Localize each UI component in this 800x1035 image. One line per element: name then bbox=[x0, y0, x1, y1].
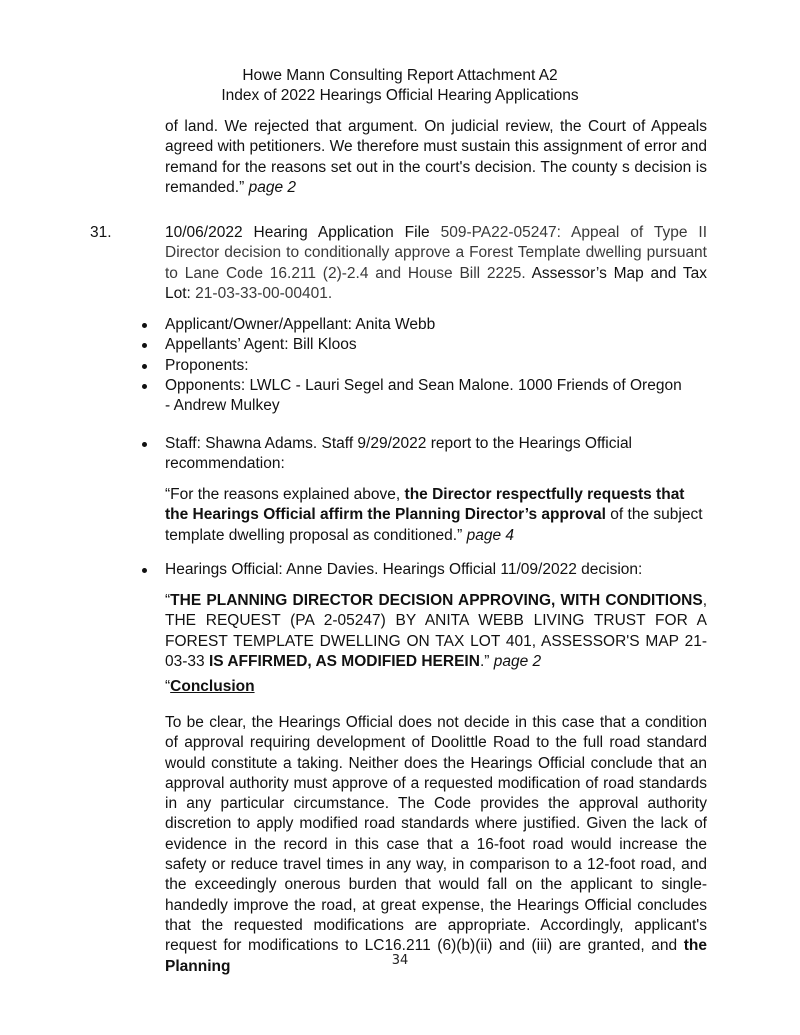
bullet-icon bbox=[142, 442, 147, 447]
continuation-text: of land. We rejected that argument. On judicial review, the Court of Appeals agreed with petitioners. We therefore must sustain this assignment of error and remand for the reasons set out in the court's decision. The county s decision is remanded.” bbox=[165, 118, 707, 196]
item-date: 10/06/2022 Hearing Application File bbox=[165, 224, 441, 241]
bullet-icon bbox=[142, 568, 147, 573]
conclusion-bold-tail: the Planning bbox=[165, 937, 707, 975]
list-item bbox=[140, 560, 710, 580]
open-quote: “ bbox=[165, 592, 171, 609]
bullet-icon bbox=[142, 343, 147, 348]
list-item bbox=[140, 335, 710, 355]
party-applicant: Applicant/Owner/Appellant: Anita Webb bbox=[165, 316, 436, 333]
staff-quote-start: “For the reasons explained above, bbox=[165, 486, 405, 503]
decision-quote bbox=[165, 591, 707, 672]
hearings-official-intro: Hearings Official: Anne Davies. Hearings Official 11/09/2022 decision: bbox=[165, 561, 643, 578]
list-item bbox=[140, 356, 710, 376]
item-number: 31. bbox=[90, 224, 112, 241]
parties-list bbox=[140, 315, 710, 416]
item-map-value: 21-03-33-00-00401. bbox=[195, 284, 333, 302]
staff-intro: Staff: Shawna Adams. Staff 9/29/2022 report to the Hearings Official recommendation: bbox=[165, 435, 633, 473]
list-item bbox=[140, 376, 710, 417]
item-map-label: Assessor’s Map and Tax Lot: bbox=[165, 264, 707, 302]
open-quote: “ bbox=[165, 678, 171, 695]
decision-text: , THE REQUEST (PA 2-05247) BY ANITA WEBB LIVING TRUST FOR A FOREST TEMPLATE DWELLING ON TAX LOT 401, ASSESSOR'S MAP 21-03-33 bbox=[165, 592, 707, 670]
page-number: 34 bbox=[391, 953, 409, 968]
conclusion-paragraph bbox=[165, 713, 707, 977]
hearings-official-list bbox=[140, 560, 710, 580]
header-subtitle: Index of 2022 Hearings Official Hearing Applications bbox=[221, 87, 579, 104]
staff-quote-bold: the Director respectfully requests that the Hearings Official affirm the Planning Director’s approval bbox=[165, 486, 685, 524]
page-reference: page 2 bbox=[493, 652, 542, 670]
bullet-icon bbox=[142, 384, 147, 389]
page-reference: page 4 bbox=[466, 526, 514, 544]
item-file-description: 509-PA22-05247: Appeal of Type II Director decision to conditionally approve a Forest Template dwelling pursuant to Lane Code 16.211 (2)-2.4 and House Bill 2225. bbox=[165, 224, 708, 282]
list-item bbox=[140, 315, 710, 335]
party-agent: Appellants’ Agent: Bill Kloos bbox=[165, 336, 357, 354]
item-description bbox=[165, 223, 707, 304]
conclusion-text: To be clear, the Hearings Official does not decide in this case that a condition of approval requiring development of Doolittle Road to the full road standard would constitute a taking. Neither does the Hearings Official conclude that an approval authority must approve of a requested modification of road standards in any particular circumstance. The Code provides the approval authority discretion to apply modified road standards where justified. Given the lack of evidence in the record in this case that a 16-foot road would increase the safety or reduce travel times in any way, in comparison to a 12-foot road, and the exceedingly onerous burden that would fall on the applicant to single-handedly improve the road, at great expense, the Hearings Official concludes that the requested modifications are appropriate. Accordingly, applicant's request for modifications to LC16.211 (6)(b)(ii) and (iii) are granted, and bbox=[165, 714, 707, 955]
party-opponents: Opponents: LWLC - Lauri Segel and Sean Malone. 1000 Friends of Oregon - Andrew Mulkey bbox=[165, 376, 682, 415]
decision-bold-1: THE PLANNING DIRECTOR DECISION APPROVING, WITH CONDITIONS bbox=[170, 592, 703, 609]
party-proponents: Proponents: bbox=[165, 356, 249, 374]
conclusion-heading bbox=[165, 677, 707, 697]
decision-bold-2: IS AFFIRMED, AS MODIFIED HEREIN bbox=[208, 652, 480, 670]
page-reference: page 2 bbox=[248, 178, 296, 196]
bullet-icon bbox=[142, 364, 147, 369]
close-quote: .” bbox=[479, 652, 494, 670]
page-header bbox=[0, 66, 800, 106]
staff-list bbox=[140, 434, 650, 475]
conclusion-title: Conclusion bbox=[170, 678, 255, 695]
staff-quote bbox=[165, 485, 707, 546]
staff-quote-end: of the subject template dwelling proposal as conditioned.” bbox=[165, 506, 703, 544]
list-item bbox=[140, 434, 650, 475]
continuation-paragraph bbox=[165, 117, 707, 198]
header-title: Howe Mann Consulting Report Attachment A2 bbox=[242, 67, 558, 84]
bullet-icon bbox=[142, 323, 147, 328]
